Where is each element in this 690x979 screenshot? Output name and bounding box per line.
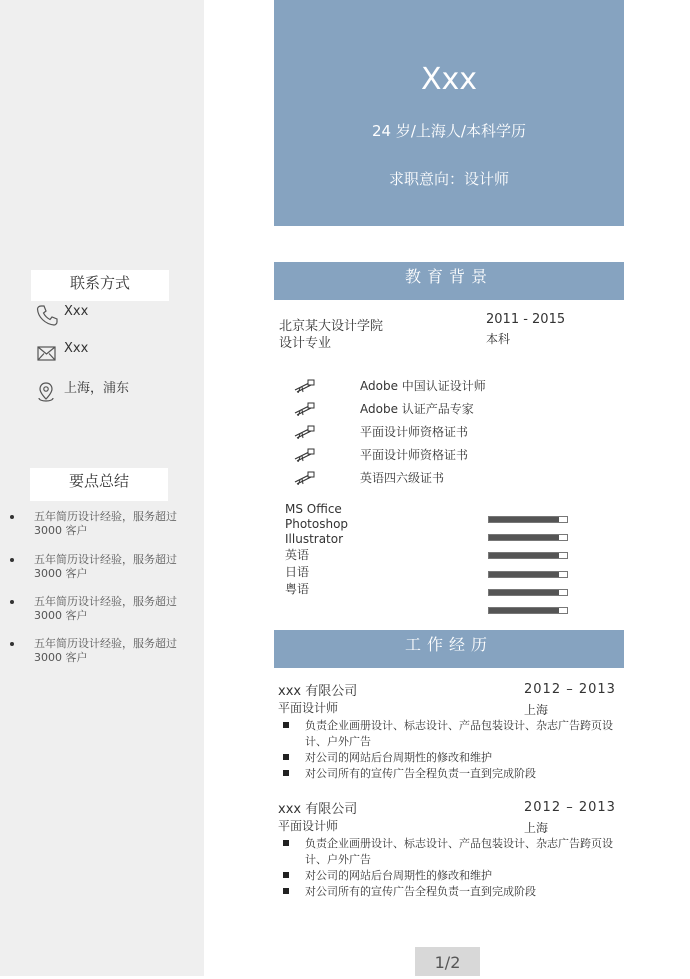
diploma-icon bbox=[294, 401, 316, 415]
certificate-item: Adobe 中国认证设计师 bbox=[294, 376, 316, 394]
job-company: xxx 有限公司 bbox=[278, 802, 358, 817]
certificate-item: Adobe 认证产品专家 bbox=[294, 399, 316, 417]
job-intent: 求职意向：设计师 bbox=[388, 170, 509, 188]
job-dates: 2012 – 2013 bbox=[524, 800, 616, 815]
degree: 本科 bbox=[486, 332, 511, 346]
mail-icon bbox=[36, 341, 58, 363]
skill-bar bbox=[488, 534, 568, 541]
diploma-icon bbox=[294, 447, 316, 461]
diploma-icon bbox=[294, 378, 316, 392]
skill-bar bbox=[488, 589, 568, 596]
skill-bar bbox=[488, 607, 568, 614]
contact-location-text: 上海，浦东 bbox=[64, 381, 130, 396]
summary-item: 五年简历设计经验，服务超过 3000 客户 bbox=[10, 595, 190, 623]
bullet-icon bbox=[10, 515, 14, 519]
bullet-icon bbox=[10, 558, 14, 562]
contact-phone bbox=[36, 304, 88, 326]
summary-item: 五年简历设计经验，服务超过 3000 客户 bbox=[10, 510, 190, 538]
skill-label: MS Office bbox=[285, 502, 342, 516]
contact-location bbox=[36, 381, 129, 403]
bullet-icon bbox=[283, 872, 289, 878]
job-dates: 2012 – 2013 bbox=[524, 682, 616, 697]
job-city: 上海 bbox=[524, 703, 549, 717]
profile-header bbox=[274, 0, 624, 226]
skill-label: 日语 bbox=[285, 565, 310, 579]
duty-item: 对公司的网站后台周期性的修改和维护 bbox=[283, 868, 613, 884]
candidate-name: Xxx bbox=[420, 62, 478, 97]
bullet-icon bbox=[10, 642, 14, 646]
diploma-icon bbox=[294, 424, 316, 438]
summary-item: 五年简历设计经验，服务超过 3000 客户 bbox=[10, 553, 190, 581]
major: 设计专业 bbox=[279, 336, 332, 351]
contact-title: 联系方式 bbox=[31, 270, 169, 301]
contact-mail bbox=[36, 341, 88, 363]
duty-item: 对公司的网站后台周期性的修改和维护 bbox=[283, 750, 613, 766]
bullet-icon bbox=[283, 888, 289, 894]
certificate-item: 英语四六级证书 bbox=[294, 468, 316, 486]
skill-label: 粤语 bbox=[285, 582, 310, 596]
summary-title: 要点总结 bbox=[30, 468, 168, 501]
summary-item: 五年简历设计经验，服务超过 3000 客户 bbox=[10, 637, 190, 665]
bullet-icon bbox=[283, 754, 289, 760]
candidate-info: 24 岁/上海人/本科学历 bbox=[372, 122, 526, 140]
job-company: xxx 有限公司 bbox=[278, 684, 358, 699]
skill-bar bbox=[488, 571, 568, 578]
skill-bar bbox=[488, 552, 568, 559]
duty-item: 对公司所有的宣传广告全程负责一直到完成阶段 bbox=[283, 884, 613, 900]
duty-item: 负责企业画册设计、标志设计、产品包装设计、杂志广告跨页设计、户外广告 bbox=[283, 718, 613, 750]
bullet-icon bbox=[283, 722, 289, 728]
bullet-icon bbox=[283, 840, 289, 846]
bullet-icon bbox=[283, 770, 289, 776]
job-position: 平面设计师 bbox=[278, 701, 339, 715]
certificate-item: 平面设计师资格证书 bbox=[294, 422, 316, 440]
school-name: 北京某大设计学院 bbox=[279, 319, 384, 334]
job-city: 上海 bbox=[524, 821, 549, 835]
duty-item: 负责企业画册设计、标志设计、产品包装设计、杂志广告跨页设计、户外广告 bbox=[283, 836, 613, 868]
skill-bar bbox=[488, 516, 568, 523]
education-title: 教育背景 bbox=[274, 262, 624, 300]
work-title: 工作经历 bbox=[274, 630, 624, 668]
location-icon bbox=[36, 381, 58, 403]
skill-label: Photoshop bbox=[285, 517, 349, 531]
diploma-icon bbox=[294, 470, 316, 484]
skill-label: Illustrator bbox=[285, 532, 344, 546]
contact-phone-text: Xxx bbox=[64, 304, 89, 319]
duty-item: 对公司所有的宣传广告全程负责一直到完成阶段 bbox=[283, 766, 613, 782]
page-indicator[interactable]: 1/2 bbox=[415, 947, 480, 976]
bullet-icon bbox=[10, 600, 14, 604]
certificate-item: 平面设计师资格证书 bbox=[294, 445, 316, 463]
job-position: 平面设计师 bbox=[278, 819, 339, 833]
education-years: 2011 - 2015 bbox=[486, 312, 566, 327]
contact-mail-text: Xxx bbox=[64, 341, 89, 356]
phone-icon bbox=[36, 304, 58, 326]
skill-label: 英语 bbox=[285, 548, 310, 562]
